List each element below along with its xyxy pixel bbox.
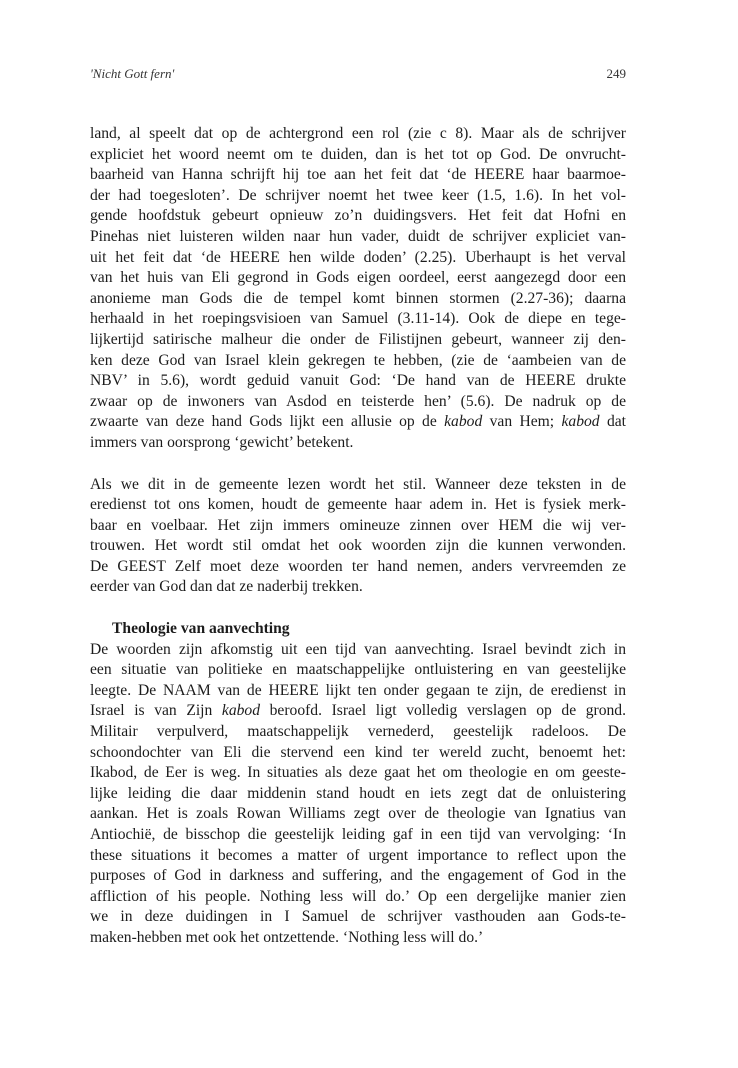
text-line: aankan. Het is zoals Rowan Williams zegt over de theologie van Ignatius van [90, 805, 626, 823]
text-line: De GEEST Zelf moet deze woorden ter hand nemen, anders vervreemden ze [90, 557, 626, 575]
text-line: immers van oorsprong ‘gewicht’ betekent. [90, 433, 354, 451]
text-line: van het huis van Eli gegrond in Gods eigen oordeel, eerst aangezegd door een [90, 269, 626, 287]
text-line [90, 701, 626, 722]
text-line: uit het feit dat ‘de HEERE hen wilde doden’ (2.25). Uberhaupt is het verval [90, 248, 626, 266]
text-line: we in deze duidingen in I Samuel de schrijver vasthouden aan Gods-te- [90, 908, 626, 926]
text-line: der had toegesloten’. De schrijver noemt het twee keer (1.5, 1.6). In het vol- [90, 186, 626, 204]
text-line: maken-hebben met ook het ontzettende. ‘Nothing less will do.’ [90, 928, 484, 946]
italic-term: kabod [444, 413, 483, 431]
text-line: Militair verpulverd, maatschappelijk vernederd, geestelijk radeloos. De [90, 723, 626, 741]
text-line: Ikabod, de Eer is weg. In situaties als deze gaat het om theologie en om geeste- [90, 764, 626, 782]
page-number: 249 [606, 66, 626, 81]
text-line: Pinehas niet luisteren wilden naar hun vader, duidt de schrijver expliciet van- [90, 227, 626, 245]
text-run: dat [599, 413, 627, 431]
text-line: purposes of God in darkness and suffering, and the engagement of God in the [90, 867, 626, 885]
text-line: een situatie van politieke en maatschappelijke ontluistering en van geestelijke [90, 661, 626, 679]
section-heading: Theologie van aanvechting [112, 620, 290, 638]
text-line [90, 412, 626, 433]
paragraph-gap [90, 454, 626, 475]
text-line: baar en voelbaar. Het zijn immers omineuze zinnen over HEM die wij ver- [90, 516, 626, 534]
paragraph-2 [90, 475, 626, 599]
paragraph-1 [90, 124, 626, 454]
text-line: Antiochië, de bisschop die geestelijk leiding gaf in een tijd van vervolging: ‘In [90, 826, 626, 843]
text-line: eredienst tot ons komen, houdt de gemeente haar adem in. Het is fysiek merk- [90, 496, 626, 514]
text-line: lijke leiding die daar middenin stand houdt en iets zegt dat de onluistering [90, 784, 626, 802]
text-run: zwaarte van deze hand Gods lijkt een allusie op de [90, 413, 445, 431]
text-line: gende hoofdstuk gebeurt opnieuw zo’n duidingsvers. Het feit dat Hofni en [90, 207, 626, 225]
text-line: affliction of his people. Nothing less will do.’ Op een dergelijke manier zien [90, 887, 626, 905]
text-line: zwaar op de inwoners van Asdod en teisterde hen’ (5.6). De nadruk op de [90, 392, 626, 410]
body-text [90, 124, 626, 949]
text-line: these situations it becomes a matter of urgent importance to reflect upon the [90, 846, 626, 864]
text-line: eerder van God dan dat ze naderbij trekken. [90, 578, 363, 596]
text-line: NBV’ in 5.6), wordt geduid vanuit God: ‘De hand van de HEERE drukte [90, 372, 626, 390]
text-line: herhaald in het roepingsvisioen van Samuel (3.11-14). Ook de diepe en tege- [90, 310, 626, 328]
text-line: baarheid van Hanna schrijft hij toe aan het feit dat ‘de HEERE haar baarmoe- [90, 166, 626, 184]
text-line: anonieme man Gods die de tempel komt binnen stormen (2.27-36); daarna [90, 289, 626, 307]
running-title: 'Nicht Gott fern' [90, 66, 175, 81]
text-line: trouwen. Het wordt stil omdat het ook woorden zijn die kunnen verwonden. [90, 537, 626, 555]
text-line: lijkertijd satirische malheur die onder de Filistijnen gebeurt, wanneer zij den- [90, 330, 626, 348]
text-line: expliciet het woord neemt om te duiden, dan is het tot op God. De onvrucht- [90, 145, 626, 163]
text-line: ken deze God van Israel klein gekregen te hebben, (zie de ‘aambeien van de [90, 351, 626, 369]
text-line: Als we dit in de gemeente lezen wordt het stil. Wanneer deze teksten in de [90, 475, 626, 493]
paragraph-gap [90, 598, 626, 619]
text-line: land, al speelt dat op de achtergrond een rol (zie c 8). Maar als de schrijver [90, 125, 626, 142]
paragraph-3 [90, 640, 626, 949]
text-run: van Hem; [482, 413, 562, 431]
text-line: leegte. De NAAM van de HEERE lijkt ten onder gegaan te zijn, de eredienst in [90, 681, 626, 699]
text-line: schoondochter van Eli die stervend een kind ter wereld zucht, benoemt het: [90, 743, 626, 761]
text-run: Israel is van Zijn [90, 702, 222, 720]
text-run: beroofd. Israel ligt volledig verslagen op de grond. [260, 702, 626, 720]
text-line: De woorden zijn afkomstig uit een tijd van aanvechting. Israel bevindt zich in [90, 640, 626, 658]
italic-term: kabod [561, 413, 600, 431]
italic-term: kabod [221, 702, 261, 720]
